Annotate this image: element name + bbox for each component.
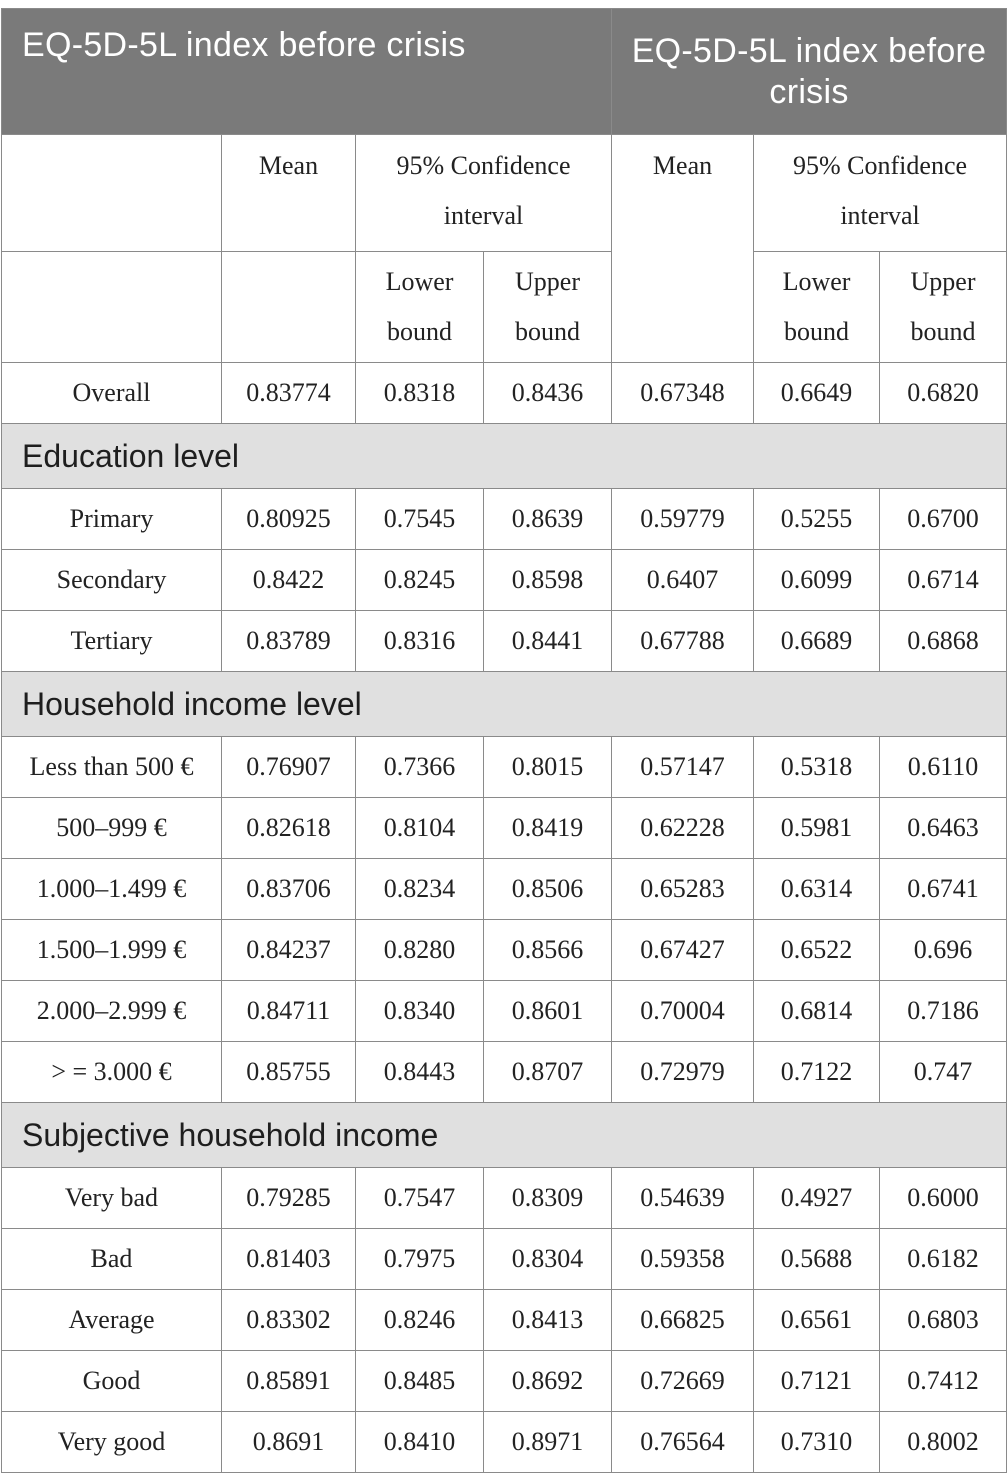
cell-upper-before: 0.8015 xyxy=(484,737,612,798)
cell-mean-after: 0.65283 xyxy=(612,859,754,920)
cell-mean-before: 0.83789 xyxy=(222,611,356,672)
header-group-2: EQ-5D-5L index before crisis xyxy=(612,9,1007,135)
table-row xyxy=(2,981,1007,1042)
cell-mean-after: 0.6407 xyxy=(612,550,754,611)
table-row xyxy=(2,1351,1007,1412)
cell-mean-after: 0.67348 xyxy=(612,363,754,424)
row-label: 2.000–2.999 € xyxy=(2,981,222,1042)
cell-lower-before: 0.8316 xyxy=(356,611,484,672)
cell-lower-after: 0.6314 xyxy=(754,859,880,920)
eq5d-table xyxy=(1,8,1007,1473)
cell-upper-after: 0.7186 xyxy=(880,981,1007,1042)
cell-mean-after: 0.72669 xyxy=(612,1351,754,1412)
cell-lower-before: 0.8443 xyxy=(356,1042,484,1103)
cell-mean-before: 0.8422 xyxy=(222,550,356,611)
empty-mean-cell xyxy=(222,252,356,363)
row-label: Primary xyxy=(2,489,222,550)
cell-upper-after: 0.696 xyxy=(880,920,1007,981)
cell-mean-before: 0.84237 xyxy=(222,920,356,981)
section-header-row xyxy=(2,672,1007,737)
cell-upper-before: 0.8601 xyxy=(484,981,612,1042)
cell-upper-before: 0.8707 xyxy=(484,1042,612,1103)
section-title: Subjective household income xyxy=(2,1103,1007,1168)
row-label: Less than 500 € xyxy=(2,737,222,798)
cell-mean-after: 0.67427 xyxy=(612,920,754,981)
cell-upper-after: 0.6000 xyxy=(880,1168,1007,1229)
cell-upper-after: 0.6714 xyxy=(880,550,1007,611)
table-row xyxy=(2,550,1007,611)
table-row xyxy=(2,1290,1007,1351)
cell-lower-before: 0.8246 xyxy=(356,1290,484,1351)
cell-upper-before: 0.8436 xyxy=(484,363,612,424)
cell-mean-before: 0.83302 xyxy=(222,1290,356,1351)
cell-lower-before: 0.7366 xyxy=(356,737,484,798)
upper-bound-header-1: Upper bound xyxy=(484,252,612,363)
cell-upper-after: 0.6463 xyxy=(880,798,1007,859)
cell-lower-after: 0.7122 xyxy=(754,1042,880,1103)
cell-mean-after: 0.70004 xyxy=(612,981,754,1042)
cell-mean-after: 0.62228 xyxy=(612,798,754,859)
cell-lower-after: 0.6649 xyxy=(754,363,880,424)
cell-lower-after: 0.4927 xyxy=(754,1168,880,1229)
cell-mean-before: 0.76907 xyxy=(222,737,356,798)
cell-upper-before: 0.8692 xyxy=(484,1351,612,1412)
cell-lower-after: 0.5688 xyxy=(754,1229,880,1290)
cell-upper-before: 0.8971 xyxy=(484,1412,612,1473)
cell-mean-before: 0.81403 xyxy=(222,1229,356,1290)
cell-lower-before: 0.8104 xyxy=(356,798,484,859)
table-row xyxy=(2,1168,1007,1229)
cell-upper-before: 0.8506 xyxy=(484,859,612,920)
section-header-row xyxy=(2,1103,1007,1168)
cell-upper-after: 0.6820 xyxy=(880,363,1007,424)
cell-lower-before: 0.7975 xyxy=(356,1229,484,1290)
row-label: Very bad xyxy=(2,1168,222,1229)
cell-mean-after: 0.57147 xyxy=(612,737,754,798)
cell-mean-before: 0.83774 xyxy=(222,363,356,424)
cell-upper-after: 0.6182 xyxy=(880,1229,1007,1290)
cell-mean-after: 0.59779 xyxy=(612,489,754,550)
cell-upper-after: 0.747 xyxy=(880,1042,1007,1103)
cell-upper-after: 0.8002 xyxy=(880,1412,1007,1473)
row-label: Good xyxy=(2,1351,222,1412)
cell-upper-after: 0.6868 xyxy=(880,611,1007,672)
upper-bound-header-2: Upper bound xyxy=(880,252,1007,363)
row-label: Average xyxy=(2,1290,222,1351)
row-label: Very good xyxy=(2,1412,222,1473)
ci-header-1: 95% Confidence interval xyxy=(356,135,612,252)
cell-lower-after: 0.6099 xyxy=(754,550,880,611)
cell-upper-before: 0.8566 xyxy=(484,920,612,981)
cell-upper-after: 0.6741 xyxy=(880,859,1007,920)
cell-upper-after: 0.6110 xyxy=(880,737,1007,798)
mean-header-2: Mean xyxy=(612,135,754,363)
lower-bound-header-1: Lower bound xyxy=(356,252,484,363)
cell-lower-before: 0.8234 xyxy=(356,859,484,920)
cell-lower-after: 0.5981 xyxy=(754,798,880,859)
table-row xyxy=(2,1042,1007,1103)
cell-mean-before: 0.83706 xyxy=(222,859,356,920)
section-title: Household income level xyxy=(2,672,1007,737)
cell-mean-before: 0.84711 xyxy=(222,981,356,1042)
section-header-row xyxy=(2,424,1007,489)
cell-lower-before: 0.8410 xyxy=(356,1412,484,1473)
row-label: 1.000–1.499 € xyxy=(2,859,222,920)
cell-upper-before: 0.8309 xyxy=(484,1168,612,1229)
subheader-row-1 xyxy=(2,135,1007,252)
cell-lower-after: 0.6689 xyxy=(754,611,880,672)
empty-corner-cell xyxy=(2,135,222,252)
mean-header-1: Mean xyxy=(222,135,356,252)
cell-lower-after: 0.7121 xyxy=(754,1351,880,1412)
cell-upper-after: 0.6700 xyxy=(880,489,1007,550)
cell-mean-before: 0.8691 xyxy=(222,1412,356,1473)
cell-mean-before: 0.80925 xyxy=(222,489,356,550)
cell-lower-before: 0.8280 xyxy=(356,920,484,981)
table-row xyxy=(2,859,1007,920)
cell-mean-before: 0.85891 xyxy=(222,1351,356,1412)
cell-lower-after: 0.5255 xyxy=(754,489,880,550)
cell-mean-after: 0.66825 xyxy=(612,1290,754,1351)
row-label: Overall xyxy=(2,363,222,424)
cell-lower-before: 0.8485 xyxy=(356,1351,484,1412)
cell-upper-before: 0.8304 xyxy=(484,1229,612,1290)
table-row xyxy=(2,737,1007,798)
cell-upper-before: 0.8598 xyxy=(484,550,612,611)
table-row xyxy=(2,1229,1007,1290)
lower-bound-header-2: Lower bound xyxy=(754,252,880,363)
cell-lower-after: 0.6561 xyxy=(754,1290,880,1351)
cell-mean-after: 0.59358 xyxy=(612,1229,754,1290)
cell-lower-before: 0.8318 xyxy=(356,363,484,424)
table-row xyxy=(2,798,1007,859)
cell-upper-before: 0.8413 xyxy=(484,1290,612,1351)
section-title: Education level xyxy=(2,424,1007,489)
table-row xyxy=(2,489,1007,550)
cell-upper-before: 0.8441 xyxy=(484,611,612,672)
ci-header-2: 95% Confidence interval xyxy=(754,135,1007,252)
header-group-1: EQ-5D-5L index before crisis xyxy=(2,9,612,135)
cell-mean-after: 0.67788 xyxy=(612,611,754,672)
cell-upper-before: 0.8639 xyxy=(484,489,612,550)
table-row-overall xyxy=(2,363,1007,424)
row-label: Bad xyxy=(2,1229,222,1290)
cell-mean-after: 0.54639 xyxy=(612,1168,754,1229)
cell-lower-after: 0.6814 xyxy=(754,981,880,1042)
row-label: Secondary xyxy=(2,550,222,611)
cell-lower-after: 0.5318 xyxy=(754,737,880,798)
empty-corner-cell xyxy=(2,252,222,363)
cell-lower-after: 0.7310 xyxy=(754,1412,880,1473)
subheader-row-2 xyxy=(2,252,1007,363)
row-label: > = 3.000 € xyxy=(2,1042,222,1103)
cell-lower-after: 0.6522 xyxy=(754,920,880,981)
cell-mean-before: 0.82618 xyxy=(222,798,356,859)
cell-mean-after: 0.72979 xyxy=(612,1042,754,1103)
table-row xyxy=(2,1412,1007,1473)
cell-mean-after: 0.76564 xyxy=(612,1412,754,1473)
table-row xyxy=(2,920,1007,981)
header-row xyxy=(2,9,1007,135)
cell-lower-before: 0.8340 xyxy=(356,981,484,1042)
cell-upper-after: 0.6803 xyxy=(880,1290,1007,1351)
cell-upper-after: 0.7412 xyxy=(880,1351,1007,1412)
cell-lower-before: 0.7547 xyxy=(356,1168,484,1229)
table-body xyxy=(2,363,1007,1473)
table-row xyxy=(2,611,1007,672)
cell-lower-before: 0.8245 xyxy=(356,550,484,611)
row-label: 1.500–1.999 € xyxy=(2,920,222,981)
cell-lower-before: 0.7545 xyxy=(356,489,484,550)
cell-mean-before: 0.79285 xyxy=(222,1168,356,1229)
cell-mean-before: 0.85755 xyxy=(222,1042,356,1103)
row-label: 500–999 € xyxy=(2,798,222,859)
cell-upper-before: 0.8419 xyxy=(484,798,612,859)
row-label: Tertiary xyxy=(2,611,222,672)
